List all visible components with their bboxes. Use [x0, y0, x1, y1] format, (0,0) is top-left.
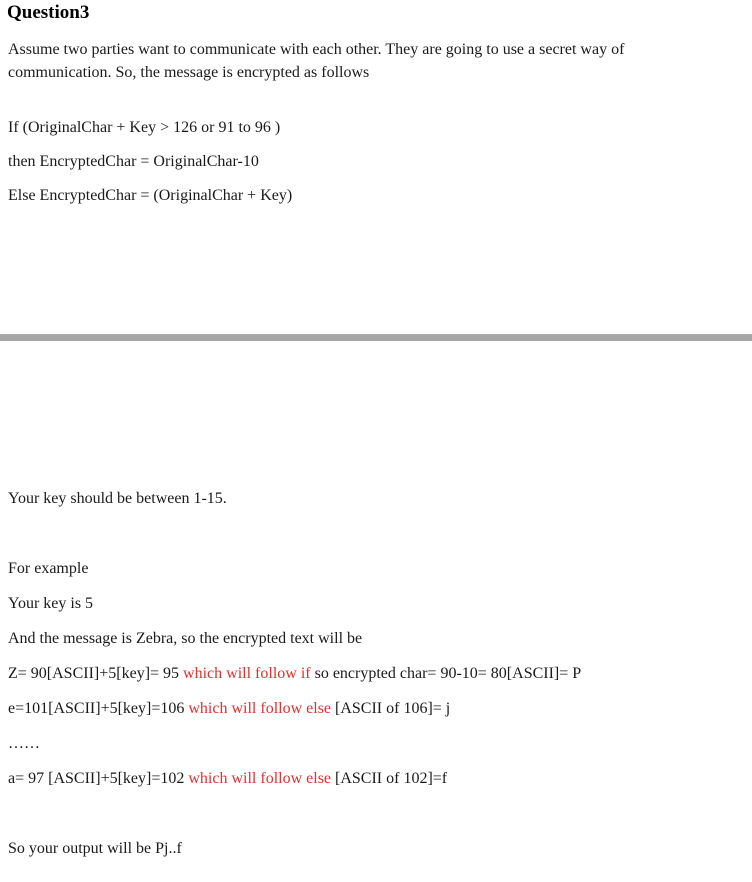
example-key-line: Your key is 5: [8, 595, 94, 612]
a-branch: which will follow else: [188, 770, 336, 787]
rule-if-line: If (OriginalChar + Key > 126 or 91 to 96 ): [8, 119, 281, 136]
z-result: so encrypted char= 90-10= 80[ASCII]= P: [310, 665, 582, 682]
section-divider: [0, 334, 752, 341]
example-output-line: So your output will be Pj..f: [8, 840, 182, 857]
question-title: Question3: [7, 2, 90, 23]
example-ellipsis: ……: [8, 735, 40, 752]
example-heading: For example: [8, 560, 89, 577]
a-calc: a= 97 [ASCII]+5[key]=102: [8, 770, 189, 787]
key-range-text: Your key should be between 1-15.: [8, 490, 227, 507]
e-branch: which will follow else: [188, 700, 336, 717]
example-message-line: And the message is Zebra, so the encrypted text will be: [8, 630, 363, 647]
z-branch: which will follow if: [183, 665, 311, 682]
example-z-line: [8, 664, 581, 684]
rule-else-line: Else EncryptedChar = (OriginalChar + Key): [8, 187, 293, 204]
z-calc: Z= 90[ASCII]+5[key]= 95: [8, 665, 184, 682]
example-e-line: [8, 699, 450, 719]
e-result: [ASCII of 106]= j: [335, 700, 451, 717]
e-calc: e=101[ASCII]+5[key]=106: [8, 700, 189, 717]
rule-then-line: then EncryptedChar = OriginalChar-10: [8, 153, 259, 170]
a-result: [ASCII of 102]=f: [335, 770, 448, 787]
intro-paragraph: Assume two parties want to communicate with each other. They are going to use a secret way of communication. So, the message is encrypted as follows: [8, 41, 625, 81]
example-a-line: [8, 769, 447, 789]
